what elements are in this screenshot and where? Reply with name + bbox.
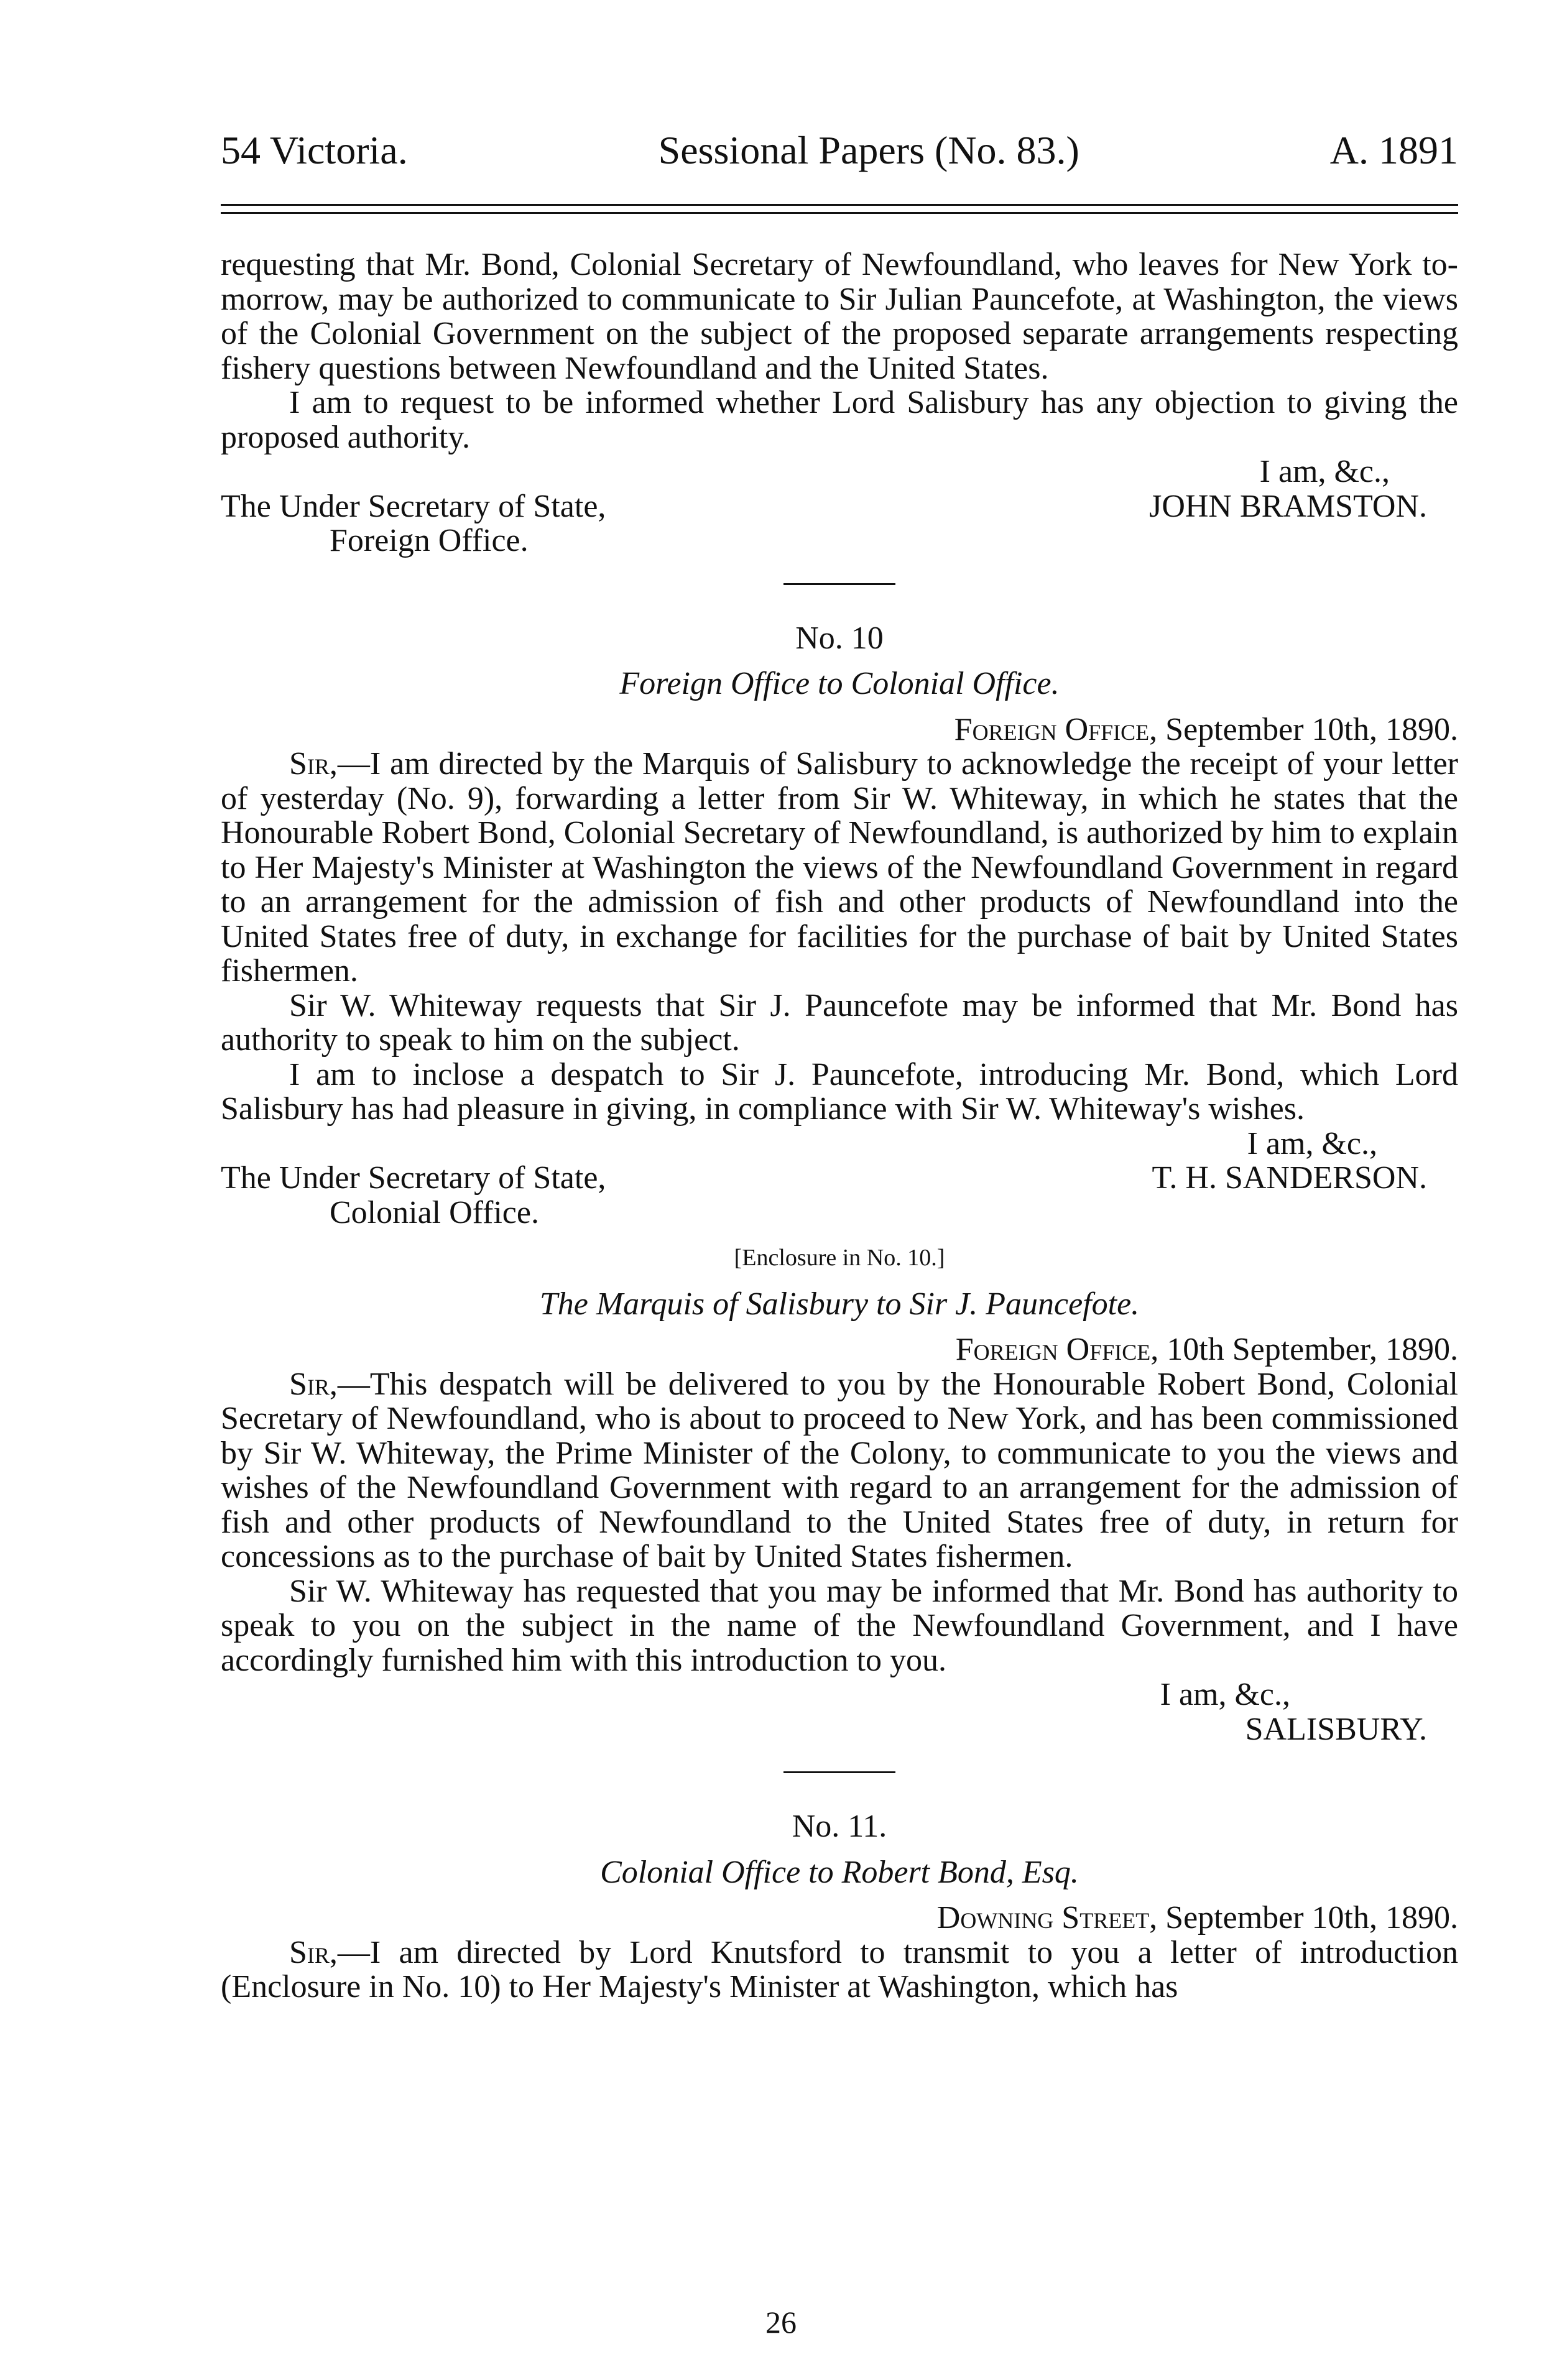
dateline-date: September 10th, 1890. <box>1165 711 1458 747</box>
dateline-place: Downing Street, <box>936 1900 1158 1935</box>
paragraph-text: —I am directed by the Marquis of Salisbury to acknowledge the receipt of your letter of yesterday (No. 9), forwarding a letter from Sir W. Whiteway, in which he states that the Honourable Robert Bond, Colonial Secretary of Newfoundland, is authorized by him to explain to Her Majesty's Minister at Washington the views of the Newfoundland Government in regard to an arrangement for the admission of fish and other products of Newfoundland into the United States free of duty, in exchange for facilities for the purchase of bait by United States fishermen. <box>221 746 1458 989</box>
salutation: Sir, <box>289 1934 338 1970</box>
dateline-date: 10th September, 1890. <box>1167 1332 1458 1367</box>
enclosure-title: The Marquis of Salisbury to Sir J. Pauncefote. <box>539 1286 1140 1322</box>
addressee-line2: Colonial Office. <box>330 1194 539 1230</box>
page-body <box>221 247 1458 2004</box>
dateline <box>221 1332 1458 1367</box>
closing-formula: I am, &c., <box>1259 454 1390 489</box>
section-separator <box>783 1771 895 1773</box>
enclosure-label: [Enclosure in No. 10.] <box>734 1245 945 1271</box>
dateline-date: September 10th, 1890. <box>1165 1900 1458 1935</box>
section-separator <box>783 583 895 585</box>
paragraph-despatch <box>221 1367 1458 1574</box>
addressee-line1: The Under Secretary of State, <box>221 488 606 524</box>
signature-name: JOHN BRAMSTON. <box>1149 488 1427 524</box>
document-title: Colonial Office to Robert Bond, Esq. <box>600 1854 1079 1890</box>
document-title: Foreign Office to Colonial Office. <box>619 666 1060 701</box>
signature-block-bramston <box>221 454 1458 558</box>
paragraph-transmit <box>221 1935 1458 2004</box>
header-year: A. 1891 <box>1329 128 1458 172</box>
dateline-place: Foreign Office, <box>955 1332 1159 1367</box>
salutation: Sir, <box>289 1366 338 1402</box>
header-rule-top <box>221 204 1458 206</box>
signature-name: SALISBURY. <box>1245 1711 1427 1747</box>
closing-formula: I am, &c., <box>1247 1125 1377 1161</box>
dateline <box>221 713 1458 747</box>
document-number: No. 11. <box>792 1809 887 1844</box>
paragraph-continuation: requesting that Mr. Bond, Colonial Secretary of Newfoundland, who leaves for New York to-morrow, may be authorized to communicate to Sir Julian Pauncefote, at Washington, the views of the Colonial Government on the subject of the proposed separate arrangements respecting fishery questions between Newfoundland and the United States. <box>221 247 1458 386</box>
page-number: 26 <box>765 2305 797 2340</box>
dateline-place: Foreign Office, <box>954 711 1158 747</box>
paragraph-inclose: I am to inclose a despatch to Sir J. Pauncefote, introducing Mr. Bond, which Lord Salisbury has had pleasure in giving, in compliance with Sir W. Whiteway's wishes. <box>221 1056 1458 1127</box>
paragraph-text: —This despatch will be delivered to you by the Honourable Robert Bond, Colonial Secretary of Newfoundland, who is about to proceed to New York, and has been commissioned by Sir W. Whiteway, the Prime Minister of the Colony, to communicate to you the views and wishes of the Newfoundland Government with regard to an arrangement for the admission of fish and other products of Newfoundland to the United States free of duty, in return for concessions as to the purchase of bait by United States fishermen. <box>221 1366 1458 1574</box>
header-rule-bottom <box>221 212 1458 214</box>
addressee-line2: Foreign Office. <box>330 523 529 558</box>
header-title: Sessional Papers (No. 83.) <box>658 128 1079 172</box>
paragraph-authority: Sir W. Whiteway requests that Sir J. Pauncefote may be informed that Mr. Bond has authority to speak to him on the subject. <box>221 987 1458 1058</box>
addressee-line1: The Under Secretary of State, <box>221 1160 606 1196</box>
running-header <box>221 128 1458 172</box>
paragraph-acknowledgement <box>221 747 1458 989</box>
paragraph-request: I am to request to be informed whether Lord Salisbury has any objection to giving the proposed authority. <box>221 385 1458 455</box>
signature-name: T. H. SANDERSON. <box>1152 1160 1427 1196</box>
dateline <box>221 1901 1458 1935</box>
paragraph-authority: Sir W. Whiteway has requested that you may be informed that Mr. Bond has authority to speak to you on the subject in the name of the Newfoundland Government, and I have accordingly furnished him with this introduction to you. <box>221 1573 1458 1678</box>
paragraph-text: —I am directed by Lord Knutsford to transmit to you a letter of introduction (Enclosure in No. 10) to Her Majesty's Minister at Washington, which has <box>221 1934 1458 2004</box>
header-session: 54 Victoria. <box>221 128 408 172</box>
signature-block-sanderson <box>221 1127 1458 1230</box>
closing-formula: I am, &c., <box>1160 1677 1290 1712</box>
document-number: No. 10 <box>795 620 884 656</box>
salutation: Sir, <box>289 746 338 782</box>
